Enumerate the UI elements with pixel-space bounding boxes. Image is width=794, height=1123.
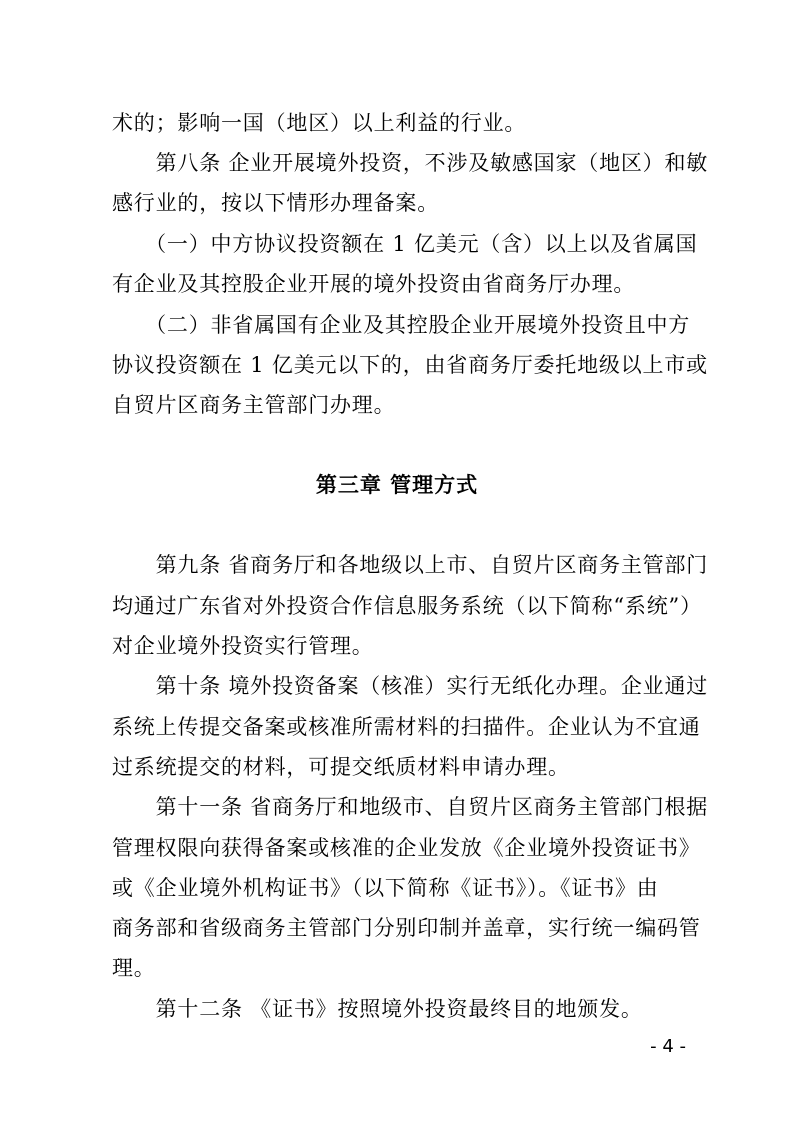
text-line: 过系统提交的材料，可提交纸质材料申请办理。: [112, 755, 570, 779]
text-line: 第十一条 省商务厅和地级市、自贸片区商务主管部门根据: [112, 795, 709, 819]
chapter-heading: 第三章 管理方式: [315, 473, 479, 497]
text-line: 对企业境外投资实行管理。: [112, 634, 374, 658]
text-line: （一）中方协议投资额在 1 亿美元（含）以上以及省属国: [112, 232, 698, 256]
text-line: 有企业及其控股企业开展的境外投资由省商务厅办理。: [112, 272, 636, 296]
text-line: （二）非省属国有企业及其控股企业开展境外投资且中方: [112, 313, 691, 337]
page-number: - 4 -: [650, 1036, 686, 1057]
text-line: 协议投资额在 1 亿美元以下的，由省商务厅委托地级以上市或: [112, 353, 708, 377]
text-line: 第九条 省商务厅和各地级以上市、自贸片区商务主管部门: [112, 553, 709, 577]
text-line: 系统上传提交备案或核准所需材料的扫描件。企业认为不宜通: [112, 715, 701, 739]
text-line: 第十条 境外投资备案（核准）实行无纸化办理。企业通过: [112, 674, 709, 698]
text-line: 理。: [112, 956, 156, 980]
text-line: 商务部和省级商务主管部门分别印制并盖章，实行统一编码管: [112, 916, 701, 940]
text-line: 感行业的，按以下情形办理备案。: [112, 191, 439, 215]
text-line: 自贸片区商务主管部门办理。: [112, 393, 396, 417]
text-line: 第八条 企业开展境外投资，不涉及敏感国家（地区）和敏: [112, 151, 709, 175]
text-line: 管理权限向获得备案或核准的企业发放《企业境外投资证书》: [112, 836, 701, 860]
text-line: 均通过广东省对外投资合作信息服务系统（以下简称“系统”）: [112, 594, 702, 618]
text-line: 或《企业境外机构证书》（以下简称《证书》）。《证书》由: [112, 876, 659, 900]
text-line: 第十二条 《证书》按照境外投资最终目的地颁发。: [112, 997, 643, 1021]
text-line: 术的；影响一国（地区）以上利益的行业。: [112, 111, 527, 135]
